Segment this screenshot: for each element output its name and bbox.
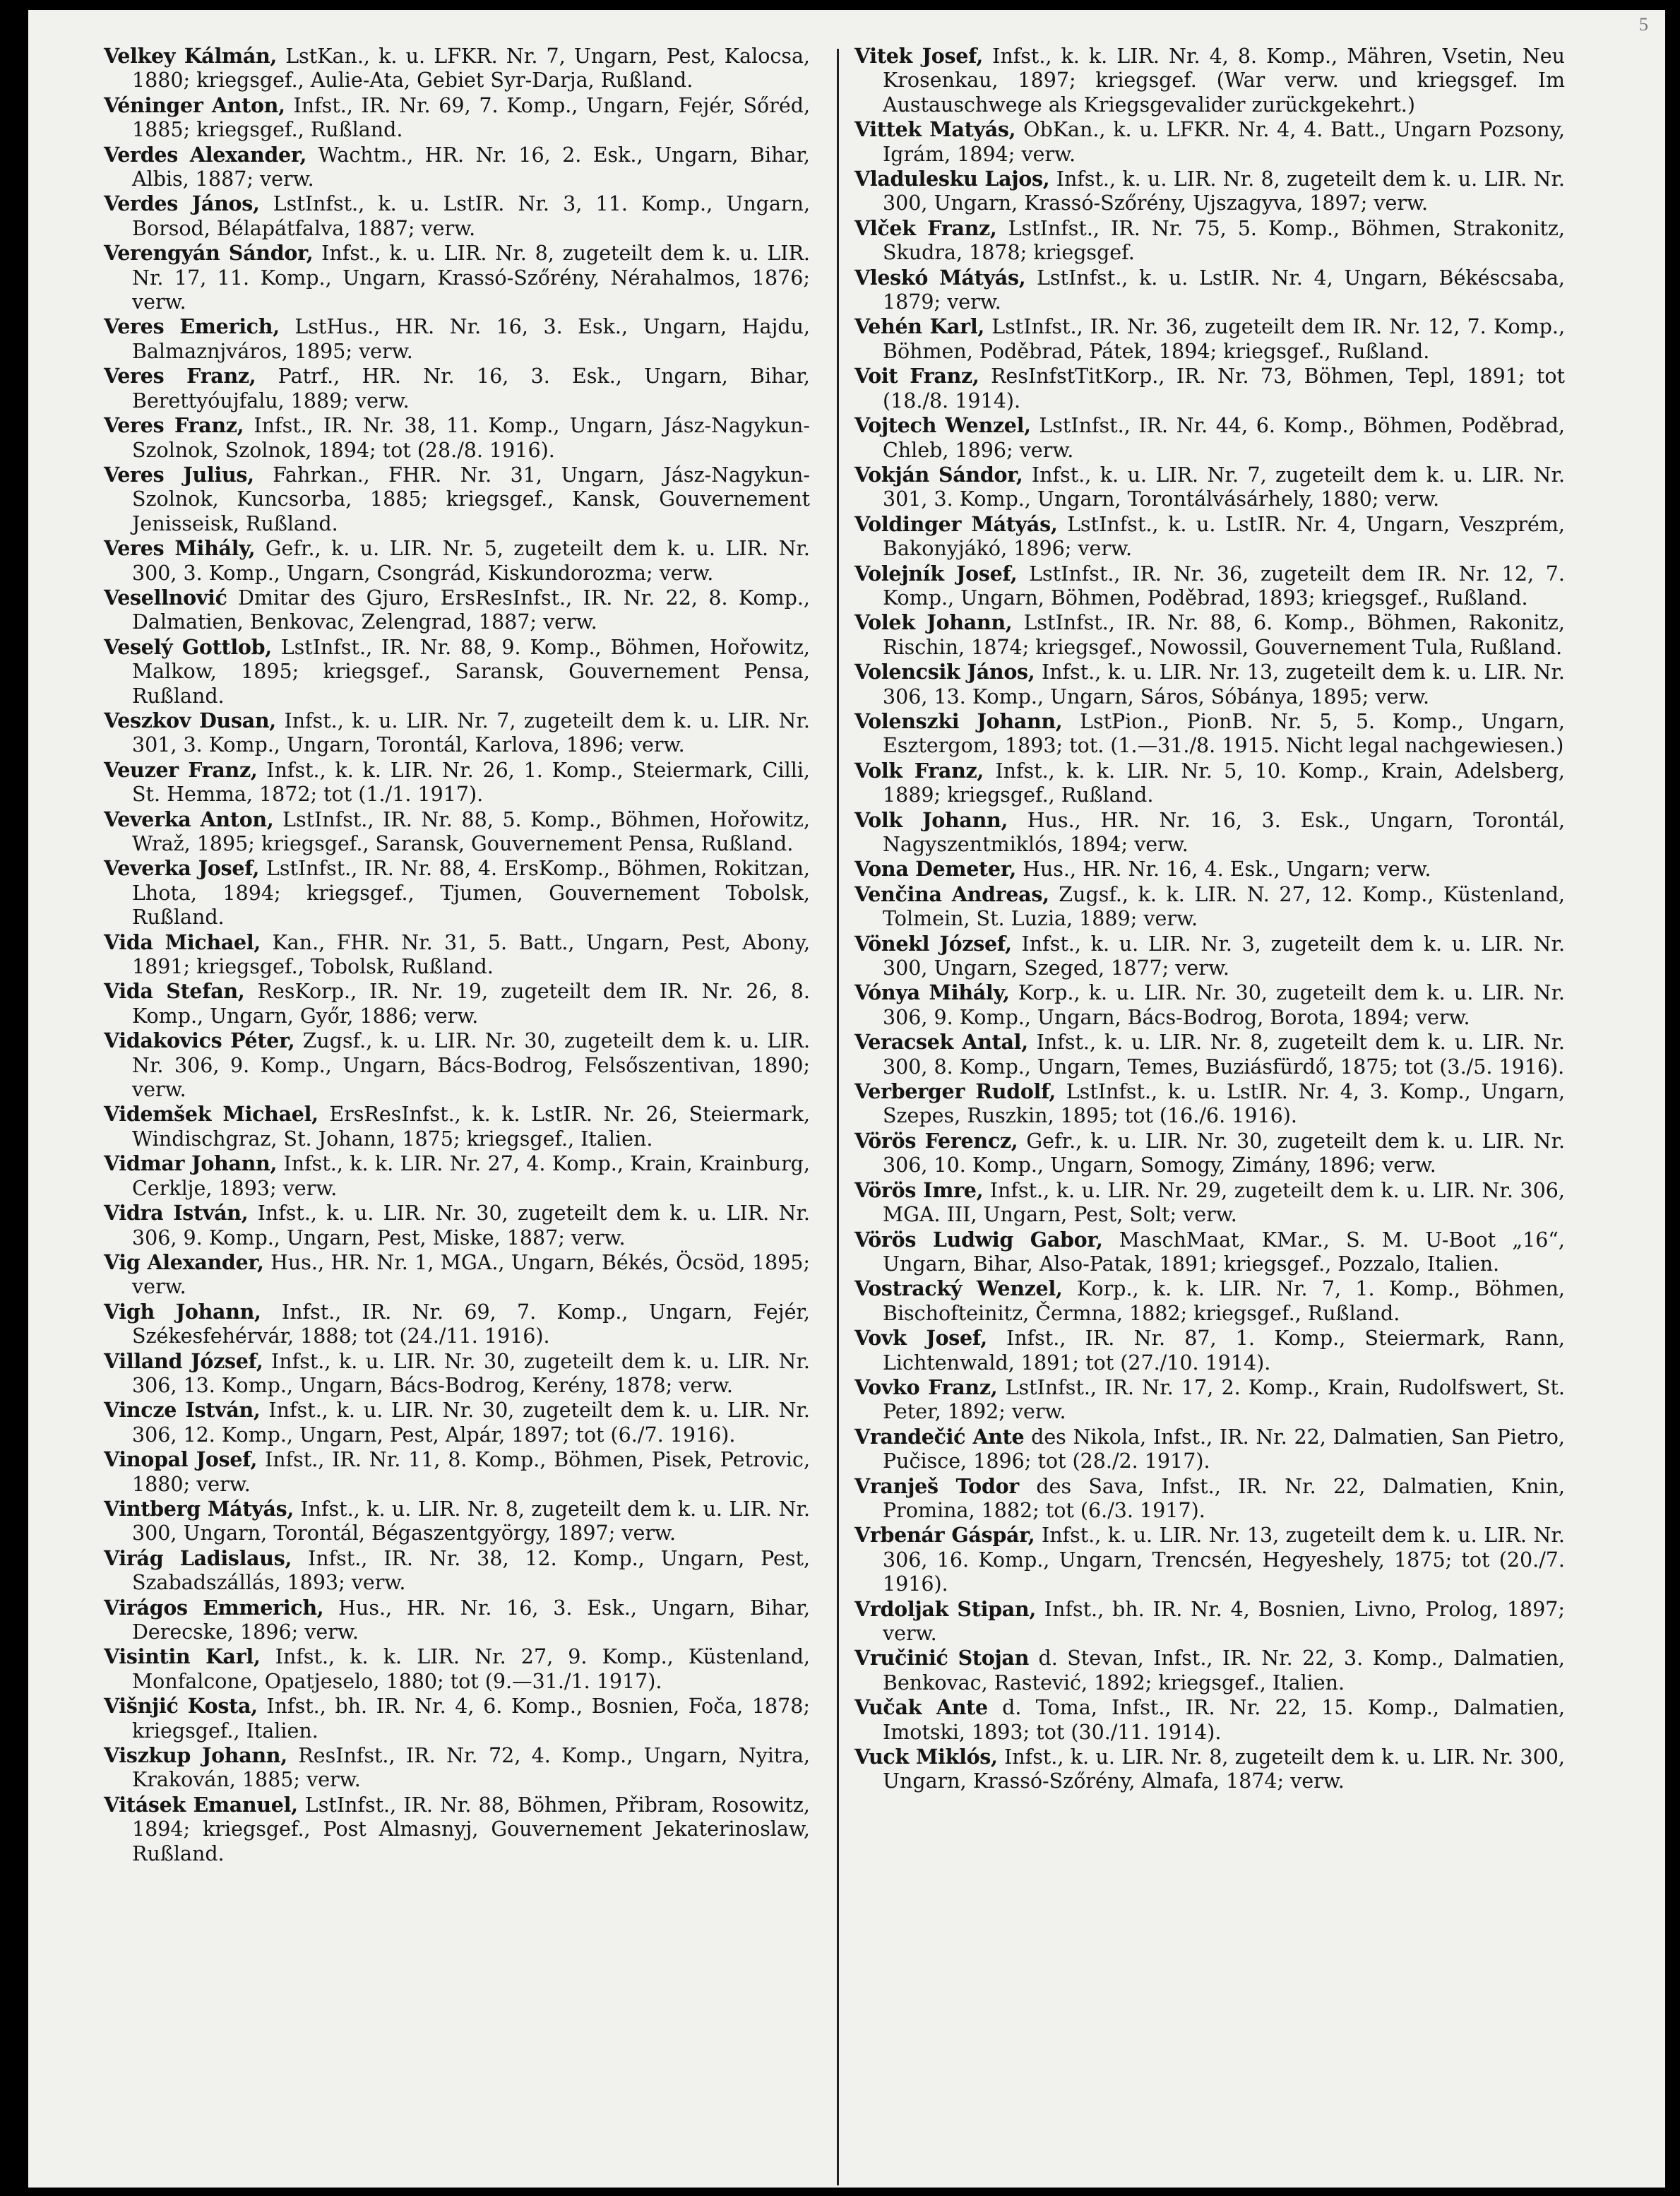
list-entry xyxy=(854,364,1565,413)
list-entry xyxy=(854,1178,1565,1228)
entry-details: Hus., HR. Nr. 1, MGA., Ungarn, Békés, Öcsöd, 1895; verw. xyxy=(132,1250,811,1299)
entry-details: LstInfst., IR. Nr. 17, 2. Komp., Krain, Rudolfswert, St. Peter, 1892; verw. xyxy=(883,1375,1565,1424)
list-entry xyxy=(104,364,810,413)
entry-name: Vrandečić Ante xyxy=(854,1424,1025,1449)
entry-details: LstInfst., IR. Nr. 88, 9. Komp., Böhmen, Hořowitz, Malkow, 1895; kriegsgef., Saransk, Gouvernement Pensa, Rußland. xyxy=(132,635,810,708)
entry-details: LstInfst., k. u. LstIR. Nr. 4, Ungarn, Békéscsaba, 1879; verw. xyxy=(883,266,1565,314)
entry-name: Vesellnović xyxy=(104,585,227,610)
entry-details: Hus., HR. Nr. 16, 3. Esk., Ungarn, Bihar, Derecske, 1896; verw. xyxy=(132,1596,810,1644)
list-entry xyxy=(104,1546,810,1596)
list-entry xyxy=(854,1030,1565,1079)
entry-details: Gefr., k. u. LIR. Nr. 30, zugeteilt dem k. u. LIR. Nr. 306, 10. Komp., Ungarn, Somogy, Zimány, 1896; verw. xyxy=(883,1129,1566,1177)
entry-details: Infst., k. u. LIR. Nr. 30, zugeteilt dem k. u. LIR. Nr. 306, 13. Komp., Ungarn, Bács-Bodrog, Kerény, 1878; verw. xyxy=(132,1349,810,1397)
list-entry xyxy=(104,635,810,708)
list-entry xyxy=(854,1375,1565,1425)
entry-details: Zugsf., k. k. LIR. N. 27, 12. Komp., Küstenland, Tolmein, St. Luzia, 1889; verw. xyxy=(883,882,1565,931)
list-entry xyxy=(854,1474,1565,1524)
entry-details: des Nikola, Infst., IR. Nr. 22, Dalmatien, San Pietro, Pučisce, 1896; tot (28./2. 1917). xyxy=(883,1425,1565,1473)
entry-name: Veselý Gottlob, xyxy=(104,634,272,659)
column-divider xyxy=(837,49,839,2185)
entry-details: Infst., k. u. LIR. Nr. 8, zugeteilt dem k. u. LIR. Nr. 300, Ungarn, Torontál, Bégaszentgyörgy, 1897; verw. xyxy=(132,1497,811,1545)
entry-name: Vidmar Johann, xyxy=(104,1151,278,1176)
entry-name: Vovk Josef, xyxy=(854,1326,987,1351)
entry-name: Vleskó Mátyás, xyxy=(854,265,1026,290)
entry-name: Voldinger Mátyás, xyxy=(854,511,1058,536)
list-entry xyxy=(854,463,1565,512)
entry-name: Veres Franz, xyxy=(104,364,256,388)
entry-name: Vig Alexander, xyxy=(104,1250,264,1274)
entry-name: Volenszki Johann, xyxy=(854,708,1063,733)
entry-name: Veres Emerich, xyxy=(104,314,280,339)
entry-details: Infst., k. u. LIR. Nr. 7, zugeteilt dem k. u. LIR. Nr. 301, 3. Komp., Ungarn, Torontál, Karlova, 1896; verw. xyxy=(132,708,810,757)
list-entry xyxy=(854,759,1565,808)
entry-name: Vinopal Josef, xyxy=(104,1447,258,1472)
entry-name: Vranješ Todor xyxy=(854,1473,1019,1498)
list-entry xyxy=(854,882,1565,932)
entry-details: Infst., k. u. LIR. Nr. 13, zugeteilt dem k. u. LIR. Nr. 306, 13. Komp., Ungarn, Sáros, Sóbánya, 1895; verw. xyxy=(883,660,1565,708)
entry-name: Vintberg Mátyás, xyxy=(104,1496,294,1521)
entry-details: Zugsf., k. u. LIR. Nr. 30, zugeteilt dem k. u. LIR. Nr. 306, 9. Komp., Ungarn, Bács-Bodrog, Felsőszentivan, 1890; verw. xyxy=(132,1029,811,1102)
list-entry xyxy=(104,1102,810,1151)
entry-name: Vrbenár Gáspár, xyxy=(854,1523,1035,1548)
list-entry xyxy=(854,1523,1565,1596)
list-entry xyxy=(104,930,810,980)
entry-name: Vladulesku Lajos, xyxy=(854,167,1050,191)
list-entry xyxy=(854,857,1565,882)
list-entry xyxy=(854,808,1565,857)
list-entry xyxy=(854,44,1565,117)
entry-details: des Sava, Infst., IR. Nr. 22, Dalmatien, Knin, Promina, 1882; tot (6./3. 1917). xyxy=(883,1474,1565,1522)
entry-name: Véninger Anton, xyxy=(104,93,285,117)
entry-name: Višnjić Kosta, xyxy=(104,1694,258,1719)
list-entry xyxy=(854,1646,1565,1695)
entry-name: Vincze István, xyxy=(104,1398,261,1423)
list-entry xyxy=(104,93,810,143)
entry-details: LstInfst., IR. Nr. 88, 5. Komp., Böhmen, Hořowitz, Wraž, 1895; kriegsgef., Saransk, Gouvernement Pensa, Rußland. xyxy=(132,807,810,855)
entry-details: Infst., k. k. LIR. Nr. 4, 8. Komp., Mähren, Vsetin, Neu Krosenkau, 1897; kriegsgef. (War verw. und kriegsgef. Im Austauschwege als Kriegsgevalider zurückgekehrt.) xyxy=(883,44,1565,117)
list-entry xyxy=(854,562,1565,611)
list-entry xyxy=(854,1326,1565,1375)
entry-details: Infst., k. u. LIR. Nr. 8, zugeteilt dem k. u. LIR. Nr. 300, Ungarn, Krassó-Szőrény, Almafa, 1874; verw. xyxy=(883,1745,1565,1793)
entry-details: Infst., k. u. LIR. Nr. 30, zugeteilt dem k. u. LIR. Nr. 306, 12. Komp., Ungarn, Pest, Alpár, 1897; tot (6./7. 1916). xyxy=(132,1399,810,1447)
entry-details: Infst., k. k. LIR. Nr. 5, 10. Komp., Krain, Adelsberg, 1889; kriegsgef., Rußland. xyxy=(883,759,1565,807)
entry-details: Infst., k. u. LIR. Nr. 8, zugeteilt dem k. u. LIR. Nr. 300, 8. Komp., Ungarn, Temes, Buziásfürdő, 1875; tot (3./5. 1916). xyxy=(883,1031,1565,1079)
list-entry xyxy=(854,1745,1565,1794)
entry-details: Infst., k. k. LIR. Nr. 27, 4. Komp., Krain, Krainburg, Cerklje, 1893; verw. xyxy=(132,1152,810,1200)
entry-name: Verengyán Sándor, xyxy=(104,241,314,266)
entry-name: Villand József, xyxy=(104,1348,263,1373)
entry-name: Veres Julius, xyxy=(104,462,254,487)
entry-details: MaschMaat, KMar., S. M. U-Boot „16“, Ungarn, Bihar, Also-Patak, 1891; kriegsgef., Pozzalo, Italien. xyxy=(883,1228,1565,1276)
list-entry xyxy=(104,586,810,635)
document-page xyxy=(28,10,1665,2188)
entry-details: LstInfst., IR. Nr. 88, 6. Komp., Böhmen, Rakonitz, Rischin, 1874; kriegsgef., Nowossil, Gouvernement Tula, Rußland. xyxy=(883,611,1565,659)
list-entry xyxy=(104,314,810,364)
entry-details: LstInfst., k. u. LstIR. Nr. 3, 11. Komp., Ungarn, Borsod, Bélapátfalva, 1887; verw. xyxy=(132,192,811,240)
entry-details: Wachtm., HR. Nr. 16, 2. Esk., Ungarn, Bihar, Albis, 1887; verw. xyxy=(132,143,810,191)
entry-name: Vida Stefan, xyxy=(104,979,245,1004)
entry-details: LstInfst., IR. Nr. 44, 6. Komp., Böhmen, Poděbrad, Chleb, 1896; verw. xyxy=(883,414,1565,462)
entry-name: Vitek Josef, xyxy=(854,44,984,68)
entry-name: Veracsek Antal, xyxy=(854,1030,1028,1055)
entry-details: Infst., IR. Nr. 38, 11. Komp., Ungarn, Jász-Nagykun-Szolnok, Szolnok, 1894; tot (28./8. 1916). xyxy=(132,414,811,462)
list-entry xyxy=(104,1596,810,1645)
list-entry xyxy=(104,463,810,536)
list-entry xyxy=(104,1250,810,1300)
list-entry xyxy=(104,1151,810,1201)
list-entry xyxy=(854,1079,1565,1129)
list-entry xyxy=(104,1300,810,1349)
entry-details: Infst., bh. IR. Nr. 4, Bosnien, Livno, Prolog, 1897; verw. xyxy=(883,1597,1565,1645)
entry-details: d. Toma, Infst., IR. Nr. 22, 15. Komp., Dalmatien, Imotski, 1893; tot (30./11. 1914). xyxy=(883,1696,1565,1744)
entry-details: Infst., k. u. LIR. Nr. 13, zugeteilt dem k. u. LIR. Nr. 306, 16. Komp., Ungarn, Trencsén, Hegyeshely, 1875; tot (20./7. 1916). xyxy=(883,1524,1565,1596)
entry-details: Kan., FHR. Nr. 31, 5. Batt., Ungarn, Pest, Abony, 1891; kriegsgef., Tobolsk, Rußland. xyxy=(132,930,811,979)
entry-name: Verberger Rudolf, xyxy=(854,1079,1056,1104)
entry-details: Korp., k. k. LIR. Nr. 7, 1. Komp., Böhmen, Bischofteinitz, Čermna, 1882; kriegsgef., Rußland. xyxy=(883,1277,1565,1325)
entry-details: Infst., k. u. LIR. Nr. 3, zugeteilt dem k. u. LIR. Nr. 300, Ungarn, Szeged, 1877; verw. xyxy=(883,932,1565,980)
entry-name: Veres Mihály, xyxy=(104,536,256,561)
entry-details: Infst., k. u. LIR. Nr. 8, zugeteilt dem k. u. LIR. Nr. 300, Ungarn, Krassó-Szőrény, Ujszagyva, 1897; verw. xyxy=(883,167,1565,215)
entry-name: Verdes Alexander, xyxy=(104,142,307,167)
entry-details: Infst., IR. Nr. 38, 12. Komp., Ungarn, Pest, Szabadszállás, 1893; verw. xyxy=(132,1546,810,1595)
entry-name: Vojtech Wenzel, xyxy=(854,413,1031,438)
entry-details: Infst., bh. IR. Nr. 4, 6. Komp., Bosnien, Foča, 1878; kriegsgef., Italien. xyxy=(132,1695,810,1743)
list-entry xyxy=(854,512,1565,562)
entry-details: LstInfst., k. u. LstIR. Nr. 4, 3. Komp., Ungarn, Szepes, Ruszkin, 1895; tot (16./6. 1916). xyxy=(883,1080,1566,1128)
list-entry xyxy=(854,117,1565,167)
list-entry xyxy=(854,1276,1565,1326)
list-entry xyxy=(854,1695,1565,1745)
entry-name: Vónya Mihály, xyxy=(854,980,1010,1005)
entry-name: Vuck Miklós, xyxy=(854,1745,998,1769)
list-entry xyxy=(854,216,1565,266)
entry-details: LstInfst., IR. Nr. 75, 5. Komp., Böhmen, Strakonitz, Skudra, 1878; kriegsgef. xyxy=(883,216,1565,265)
entry-details: ResInfstTitKorp., IR. Nr. 73, Böhmen, Tepl, 1891; tot (18./8. 1914). xyxy=(883,364,1565,413)
list-entry xyxy=(104,979,810,1028)
page-number: 5 xyxy=(1639,14,1648,35)
list-entry xyxy=(854,1129,1565,1178)
list-entry xyxy=(854,266,1565,315)
list-entry xyxy=(104,44,810,93)
entry-name: Vörös Ludwig Gabor, xyxy=(854,1227,1103,1252)
entry-details: ResInfst., IR. Nr. 72, 4. Komp., Ungarn, Nyitra, Krakován, 1885; verw. xyxy=(132,1744,810,1792)
entry-details: LstPion., PionB. Nr. 5, 5. Komp., Ungarn, Esztergom, 1893; tot. (1.—31./8. 1915. Nicht legal nachgewiesen.) xyxy=(883,709,1565,758)
entry-details: Hus., HR. Nr. 16, 3. Esk., Ungarn, Torontál, Nagyszentmiklós, 1894; verw. xyxy=(883,808,1566,856)
list-entry xyxy=(854,1425,1565,1474)
entry-details: LstInfst., IR. Nr. 88, Böhmen, Přibram, Rosowitz, 1894; kriegsgef., Post Almasnyj, Gouvernement Jekaterinoslaw, Rußland. xyxy=(132,1793,810,1865)
entry-name: Vönekl József, xyxy=(854,931,1012,956)
list-entry xyxy=(104,536,810,586)
list-entry xyxy=(104,1497,810,1546)
list-entry xyxy=(104,758,810,807)
entry-name: Veverka Josef, xyxy=(104,856,260,881)
list-entry xyxy=(854,1597,1565,1646)
list-entry xyxy=(104,1201,810,1250)
entry-details: ResKorp., IR. Nr. 19, zugeteilt dem IR. Nr. 26, 8. Komp., Ungarn, Győr, 1886; verw. xyxy=(132,980,810,1028)
entry-details: LstInfst., k. u. LstIR. Nr. 4, Ungarn, Veszprém, Bakonyjákó, 1896; verw. xyxy=(883,512,1565,561)
entry-name: Verdes János, xyxy=(104,191,260,216)
entry-details: Infst., IR. Nr. 11, 8. Komp., Böhmen, Pisek, Petrovic, 1880; verw. xyxy=(132,1448,810,1496)
list-entry xyxy=(854,167,1565,216)
entry-details: LstInfst., IR. Nr. 36, zugeteilt dem IR. Nr. 12, 7. Komp., Böhmen, Poděbrad, Pátek, 1894; kriegsgef., Rußland. xyxy=(883,315,1566,363)
list-entry xyxy=(104,1743,810,1793)
entry-name: Veverka Anton, xyxy=(104,807,274,831)
entry-details: Dmitar des Gjuro, ErsResInfst., IR. Nr. 22, 8. Komp., Dalmatien, Benkovac, Zelengrad, 1887; verw. xyxy=(132,586,810,634)
entry-name: Viszkup Johann, xyxy=(104,1743,287,1768)
list-entry xyxy=(854,610,1565,660)
list-entry xyxy=(854,980,1565,1030)
entry-details: LstKan., k. u. LFKR. Nr. 7, Ungarn, Pest, Kalocsa, 1880; kriegsgef., Aulie-Ata, Gebiet Syr-Darja, Rußland. xyxy=(132,44,810,93)
entry-details: Infst., k. u. LIR. Nr. 8, zugeteilt dem k. u. LIR. Nr. 17, 11. Komp., Ungarn, Krassó-Szőrény, Nérahalmos, 1876; verw. xyxy=(132,242,810,314)
entry-details: LstHus., HR. Nr. 16, 3. Esk., Ungarn, Hajdu, Balmaznjváros, 1895; verw. xyxy=(132,315,810,363)
entry-name: Volk Johann, xyxy=(854,807,1008,832)
entry-name: Visintin Karl, xyxy=(104,1644,261,1669)
entry-details: LstInfst., IR. Nr. 36, zugeteilt dem IR. Nr. 12, 7. Komp., Ungarn, Böhmen, Poděbrad, 1893; kriegsgef., Rußland. xyxy=(883,562,1565,610)
entry-details: Patrf., HR. Nr. 16, 3. Esk., Ungarn, Bihar, Berettyóujfalu, 1889; verw. xyxy=(132,364,810,413)
entry-name: Velkey Kálmán, xyxy=(104,44,278,68)
entry-details: Infst., k. k. LIR. Nr. 26, 1. Komp., Steiermark, Cilli, St. Hemma, 1872; tot (1./1. 1917). xyxy=(132,758,810,807)
list-entry xyxy=(104,143,810,192)
entry-name: Vrdoljak Stipan, xyxy=(854,1596,1036,1621)
entry-details: Infst., k. u. LIR. Nr. 7, zugeteilt dem k. u. LIR. Nr. 301, 3. Komp., Ungarn, Torontálvásárhely, 1880; verw. xyxy=(883,463,1566,511)
entry-details: LstInfst., IR. Nr. 88, 4. ErsKomp., Böhmen, Rokitzan, Lhota, 1894; kriegsgef., Tjumen, Gouvernement Tobolsk, Rußland. xyxy=(132,857,810,930)
entry-name: Vokján Sándor, xyxy=(854,462,1023,487)
list-entry xyxy=(854,413,1565,463)
entry-name: Virág Ladislaus, xyxy=(104,1545,292,1570)
entry-name: Vörös Ferencz, xyxy=(854,1128,1018,1153)
list-entry xyxy=(104,807,810,857)
entry-name: Vovko Franz, xyxy=(854,1375,998,1399)
list-entry xyxy=(104,413,810,463)
entry-details: d. Stevan, Infst., IR. Nr. 22, 3. Komp., Dalmatien, Benkovac, Rastević, 1892; kriegsgef., Italien. xyxy=(883,1646,1565,1695)
entry-name: Vidra István, xyxy=(104,1201,249,1225)
entry-details: Korp., k. u. LIR. Nr. 30, zugeteilt dem k. u. LIR. Nr. 306, 9. Komp., Ungarn, Bács-Bodrog, Borota, 1894; verw. xyxy=(883,981,1565,1029)
entry-details: Infst., k. k. LIR. Nr. 27, 9. Komp., Küstenland, Monfalcone, Opatjeselo, 1880; tot (9.—31./1. 1917). xyxy=(132,1645,810,1693)
entry-name: Vidakovics Péter, xyxy=(104,1028,295,1053)
entry-name: Veuzer Franz, xyxy=(104,757,258,782)
list-entry xyxy=(104,1694,810,1743)
entry-name: Vitásek Emanuel, xyxy=(104,1792,298,1817)
entry-name: Veszkov Dusan, xyxy=(104,708,276,732)
entry-details: Infst., k. u. LIR. Nr. 30, zugeteilt dem k. u. LIR. Nr. 306, 9. Komp., Ungarn, Pest, Miske, 1887; verw. xyxy=(132,1201,810,1250)
entry-name: Virágos Emmerich, xyxy=(104,1595,324,1620)
list-entry xyxy=(104,1793,810,1866)
entry-name: Vona Demeter, xyxy=(854,857,1017,882)
entry-name: Vehén Karl, xyxy=(854,314,985,339)
list-entry xyxy=(854,314,1565,364)
list-entry xyxy=(854,1228,1565,1277)
entry-name: Volk Franz, xyxy=(854,758,984,783)
entry-name: Videmšek Michael, xyxy=(104,1102,318,1127)
list-entry xyxy=(854,660,1565,709)
list-entry xyxy=(854,709,1565,759)
entry-name: Vigh Johann, xyxy=(104,1299,261,1324)
entry-name: Volencsik János, xyxy=(854,660,1035,684)
entry-details: ObKan., k. u. LFKR. Nr. 4, 4. Batt., Ungarn Pozsony, Igrám, 1894; verw. xyxy=(883,118,1565,166)
entry-name: Venčina Andreas, xyxy=(854,882,1049,906)
entry-name: Vlček Franz, xyxy=(854,215,997,240)
left-column xyxy=(104,44,810,1866)
list-entry xyxy=(104,856,810,930)
entry-details: Infst., IR. Nr. 87, 1. Komp., Steiermark, Rann, Lichtenwald, 1891; tot (27./10. 1914). xyxy=(883,1326,1565,1375)
entry-details: Infst., k. u. LIR. Nr. 29, zugeteilt dem k. u. LIR. Nr. 306, MGA. III, Ungarn, Pest, Solt; verw. xyxy=(883,1178,1565,1227)
list-entry xyxy=(104,708,810,758)
entry-name: Volek Johann, xyxy=(854,610,1013,635)
entry-name: Vručinić Stojan xyxy=(854,1646,1030,1670)
entry-name: Vostracký Wenzel, xyxy=(854,1276,1063,1301)
list-entry xyxy=(104,191,810,241)
list-entry xyxy=(104,241,810,314)
list-entry xyxy=(854,932,1565,981)
list-entry xyxy=(104,1398,810,1447)
entry-name: Veres Franz, xyxy=(104,413,244,438)
entry-details: Hus., HR. Nr. 16, 4. Esk., Ungarn; verw. xyxy=(1016,857,1431,882)
entry-name: Vida Michael, xyxy=(104,930,261,954)
entry-name: Vittek Matyás, xyxy=(854,117,1016,142)
entry-name: Voit Franz, xyxy=(854,364,979,388)
list-entry xyxy=(104,1028,810,1102)
entry-name: Vučak Ante xyxy=(854,1695,988,1720)
list-entry xyxy=(104,1644,810,1694)
right-column xyxy=(854,44,1565,1794)
entry-details: Gefr., k. u. LIR. Nr. 5, zugeteilt dem k. u. LIR. Nr. 300, 3. Komp., Ungarn, Csongrád, Kiskundorozma; verw. xyxy=(132,537,810,585)
entry-details: Infst., IR. Nr. 69, 7. Komp., Ungarn, Fejér, Sőréd, 1885; kriegsgef., Rußland. xyxy=(132,93,811,142)
entry-details: ErsResInfst., k. k. LstIR. Nr. 26, Steiermark, Windischgraz, St. Johann, 1875; kriegsgef., Italien. xyxy=(132,1103,810,1151)
entry-details: Infst., IR. Nr. 69, 7. Komp., Ungarn, Fejér, Székesfehérvár, 1888; tot (24./11. 1916). xyxy=(132,1300,810,1348)
list-entry xyxy=(104,1447,810,1497)
entry-name: Volejník Josef, xyxy=(854,561,1018,586)
entry-name: Vörös Imre, xyxy=(854,1177,984,1202)
list-entry xyxy=(104,1349,810,1399)
entry-details: Fahrkan., FHR. Nr. 31, Ungarn, Jász-Nagykun-Szolnok, Kuncsorba, 1885; kriegsgef., Kansk, Gouvernement Jenisseisk, Rußland. xyxy=(132,463,810,535)
